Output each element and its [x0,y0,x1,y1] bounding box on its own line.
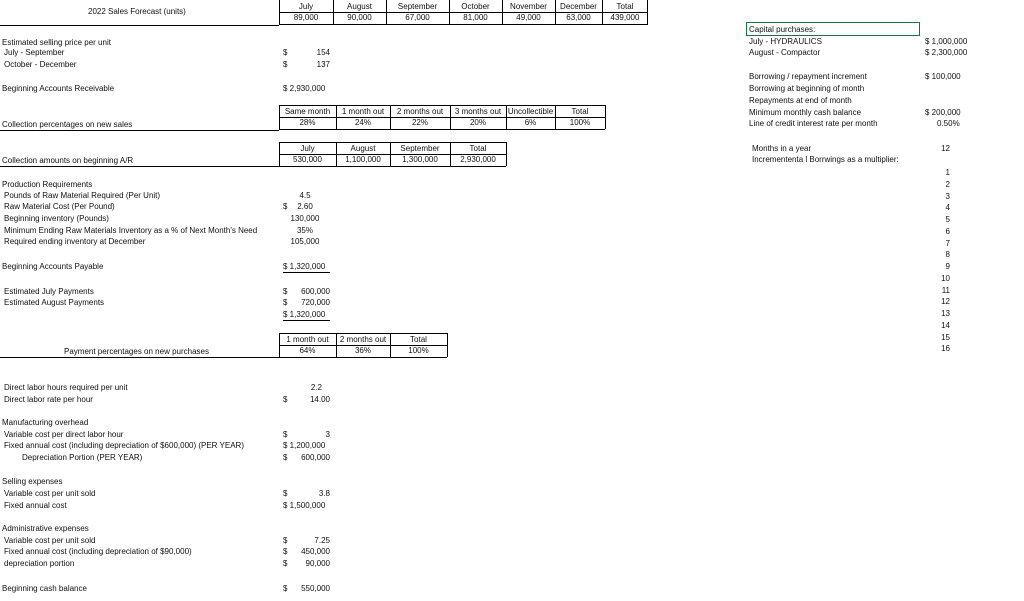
payment-pct-top-border [279,333,447,334]
mfg-row-0-label: Variable cost per direct labor hour [4,430,124,439]
sf-col-4-month: November [510,2,547,11]
production-row-4-label: Required ending inventory at December [4,237,146,246]
borrowing-row-4-value: 0.50% [937,119,960,128]
mfg-row-2-label: Depreciation Portion (PER YEAR) [22,453,143,462]
sf-mid-divider [279,12,648,13]
selling-price-row-1-label: October - December [4,60,77,69]
capital-row-1-label: August - Compactor [749,48,821,57]
sf-col-1-month: August [347,2,372,11]
selling-price-label: Estimated selling price per unit [2,38,111,47]
collection-pct-value-0: 28% [299,118,316,127]
sf-col-3-month: October [461,2,490,11]
direct-labor-row-0-value: 2.2 [310,383,322,392]
admin-exp-row-2-label: depreciation portion [4,559,75,568]
incremental-value-14: 15 [941,333,950,342]
incremental-value-8: 9 [945,262,950,271]
incremental-value-3: 4 [945,203,950,212]
est-payment-row-1-value: 720,000 [301,298,330,307]
beginning-cash-value: 550,000 [301,584,330,593]
months-in-year-value: 12 [941,144,950,153]
selling-exp-row-0-currency: $ [283,489,288,498]
incremental-value-15: 16 [941,344,950,353]
direct-labor-row-0-label: Direct labor hours required per unit [4,383,128,392]
production-row-0-label: Pounds of Raw Material Required (Per Unit) [4,191,161,200]
selling-exp-row-0-label: Variable cost per unit sold [4,489,96,498]
incremental-value-10: 11 [941,286,950,295]
production-row-1-value: 2.60 [297,202,313,211]
selling-exp-heading: Selling expenses [2,477,63,486]
borrowing-row-4-label: Line of credit interest rate per month [749,119,878,128]
beginning-ap-label: Beginning Accounts Payable [2,262,104,271]
collection-pct-left-border [279,105,280,129]
production-row-3-value: 35% [296,226,313,235]
capital-row-0-value: $ 1,000,000 [925,37,968,46]
collection-ar-header-3: Total [469,144,487,153]
sf-col-2-month: September [397,2,438,11]
selling-price-row-1-value: 137 [316,60,330,69]
selling-price-row-0-label: July - September [4,48,65,57]
payment-pct-label: Payment percentages on new purchases [64,347,209,356]
beginning-ap-value: $ 1,320,000 [283,262,330,273]
est-payment-row-1-currency: $ [283,298,288,307]
est-payment-row-0-label: Estimated July Payments [4,287,94,296]
beginning-cash-label: Beginning cash balance [2,584,87,593]
collection-pct-header-3: 3 months out [454,107,502,116]
admin-exp-row-0-label: Variable cost per unit sold [4,536,96,545]
direct-labor-row-1-value: 14.00 [309,395,330,404]
collection-pct-header-0: Same month [284,107,331,116]
mfg-row-0-currency: $ [283,430,288,439]
sf-col-5-month: December [560,2,597,11]
collection-pct-mid-border [279,117,605,118]
sf-col-3-units: 81,000 [463,13,488,22]
incremental-value-11: 12 [941,297,950,306]
admin-exp-heading: Administrative expenses [2,524,89,533]
collection-pct-header-2: 2 months out [396,107,444,116]
production-row-2-label: Beginning inventory (Pounds) [4,214,109,223]
est-payment-row-0-value: 600,000 [301,287,330,296]
selling-price-row-1-currency: $ [283,60,288,69]
collection-pct-divider [605,105,606,129]
admin-exp-row-1-currency: $ [283,547,288,556]
sf-col-0-month: July [298,2,314,11]
borrowing-row-0-value: $ 100,000 [925,72,961,81]
sf-col-4-units: 49,000 [516,13,541,22]
collection-pct-top-border [279,105,605,106]
production-heading: Production Requirements [2,180,93,189]
collection-pct-value-3: 20% [469,118,486,127]
capital-row-0-label: July - HYDRAULICS [749,37,822,46]
incremental-borrowings-label: Incremententa l Borrwings as a multiplier: [752,155,899,164]
beginning-ar-label: Beginning Accounts Receivable [2,84,115,93]
production-row-4-value: 105,000 [290,237,320,246]
sf-col-1-units: 90,000 [347,13,372,22]
collection-pct-label: Collection percentages on new sales [2,120,133,129]
borrowing-row-3-label: Minimum monthly cash balance [749,108,862,117]
payment-pct-bottom-border [279,357,447,358]
selling-exp-row-1-label: Fixed annual cost [4,501,67,510]
incremental-value-2: 3 [945,192,950,201]
incremental-value-0: 1 [945,168,950,177]
incremental-value-5: 6 [945,227,950,236]
admin-exp-row-1-label: Fixed annual cost (including depreciation of $90,000) [4,547,192,556]
incremental-value-1: 2 [945,180,950,189]
borrowing-row-1-label: Borrowing at beginning of month [749,84,865,93]
collection-ar-top-border [279,142,506,143]
payment-pct-header-0: 1 month out [286,335,329,344]
collection-pct-header-5: Total [571,107,589,116]
mfg-row-2-currency: $ [283,453,288,462]
admin-exp-row-0-value: 7.25 [314,536,330,545]
collection-ar-header-0: July [300,144,315,153]
mfg-row-1-value: $ 1,200,000 [283,441,326,450]
borrowing-row-0-label: Borrowing / repayment increment [749,72,867,81]
mfg-row-0-value: 3 [325,430,330,439]
collection-ar-header-2: September [400,144,440,153]
collection-pct-value-5: 100% [569,118,591,127]
payment-pct-value-0: 64% [299,346,316,355]
selling-price-row-0-currency: $ [283,48,288,57]
mfg-overhead-heading: Manufacturing overhead [2,418,89,427]
incremental-value-7: 8 [945,250,950,259]
incremental-value-13: 14 [941,321,950,330]
collection-pct-value-4: 6% [524,118,537,127]
incremental-value-6: 7 [945,239,950,248]
collection-pct-header-4: Uncollectible [507,107,554,116]
payment-pct-value-2: 100% [408,346,429,355]
sales-forecast-title: 2022 Sales Forecast (units) [88,7,186,16]
est-payment-row-0-currency: $ [283,287,288,296]
admin-exp-row-1-value: 450,000 [301,547,330,556]
months-in-year-label: Months in a year [752,144,812,153]
production-row-3-label: Minimum Ending Raw Materials Inventory as a % of Next Month's Need [4,226,258,235]
collection-pct-value-2: 22% [411,118,428,127]
selling-exp-row-1-value: $ 1,500,000 [283,501,326,510]
collection-ar-divider [506,142,507,166]
incremental-value-4: 5 [945,215,950,224]
sf-col-6-units: 439,000 [610,13,640,22]
collection-pct-bottom-border [279,129,605,130]
direct-labor-row-1-label: Direct labor rate per hour [4,395,93,404]
est-payment-row-1-label: Estimated August Payments [4,298,105,307]
sf-col-6-month: Total [616,2,634,11]
admin-exp-row-2-value: 90,000 [305,559,330,568]
payment-pct-value-1: 36% [354,346,371,355]
incremental-value-9: 10 [941,274,950,283]
admin-exp-row-0-currency: $ [283,536,288,545]
sf-col-5-units: 63,000 [566,13,591,22]
admin-exp-row-2-currency: $ [283,559,288,568]
collection-ar-value-1: 1,100,000 [345,155,381,164]
collection-ar-value-2: 1,300,000 [402,155,438,164]
collection-ar-left-border [279,142,280,166]
beginning-ar-value: $ 2,930,000 [283,84,326,93]
mfg-row-2-value: 600,000 [301,453,330,462]
est-payment-total: $ 1,320,000 [283,310,330,321]
beginning-cash-currency: $ [283,584,288,593]
collection-ar-bottom-border [279,166,506,167]
capital-row-1-value: $ 2,300,000 [925,48,968,57]
production-row-1-currency: $ [283,202,288,211]
collection-pct-value-1: 24% [354,118,371,127]
borrowing-row-3-value: $ 200,000 [925,108,961,117]
selling-price-row-0-value: 154 [316,48,330,57]
selling-exp-row-0-value: 3.8 [318,489,330,498]
sf-col-2-units: 67,000 [405,13,430,22]
sf-col-0-units: 89,000 [293,13,319,22]
payment-pct-header-1: 2 months out [339,335,387,344]
collection-ar-header-1: August [350,144,376,153]
payment-pct-divider [447,333,448,357]
mfg-row-1-label: Fixed annual cost (including depreciation of $600,000) (PER YEAR) [4,441,244,450]
incremental-value-12: 13 [941,309,950,318]
capital-purchases-heading: Capital purchases: [749,25,816,34]
collection-ar-label: Collection amounts on beginning A/R [2,156,134,165]
collection-pct-header-1: 1 month out [341,107,385,116]
production-row-1-label: Raw Material Cost (Per Pound) [4,202,115,211]
collection-ar-value-3: 2,930,000 [460,155,496,164]
payment-pct-header-2: Total [410,335,427,344]
collection-ar-value-0: 530,000 [293,155,322,164]
borrowing-row-2-label: Repayments at end of month [749,96,852,105]
payment-pct-left-border [279,333,280,357]
production-row-0-value: 4.5 [299,191,311,200]
payment-pct-mid-border [279,345,447,346]
production-row-2-value: 130,000 [290,214,320,223]
direct-labor-row-1-currency: $ [283,395,288,404]
collection-ar-mid-border [279,154,506,155]
